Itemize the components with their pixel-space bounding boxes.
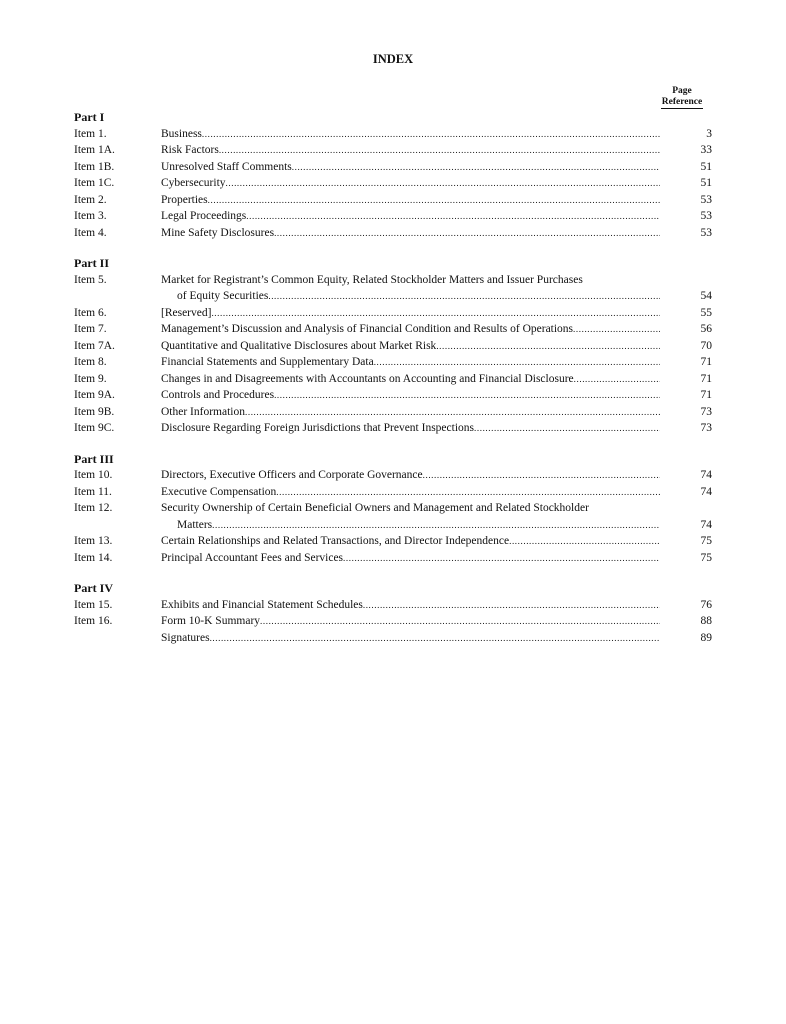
page-number: 3 bbox=[706, 127, 712, 140]
toc-entry[interactable] bbox=[74, 142, 712, 159]
item-title: Financial Statements and Supplementary Data bbox=[161, 356, 374, 368]
item-title: Risk Factors bbox=[161, 144, 219, 156]
dot-leader bbox=[212, 517, 660, 534]
item-number: Item 1A. bbox=[74, 144, 115, 156]
toc-entry[interactable] bbox=[74, 387, 712, 404]
item-number: Item 9. bbox=[74, 372, 107, 385]
item-title: Other Information bbox=[161, 405, 245, 418]
item-title: Management’s Discussion and Analysis of Financial Condition and Results of Operations bbox=[161, 323, 574, 335]
dot-leader bbox=[208, 192, 660, 209]
page-number: 74 bbox=[700, 518, 712, 531]
item-number: Item 12. bbox=[74, 502, 113, 514]
toc-entry[interactable] bbox=[74, 175, 712, 192]
dot-leader bbox=[268, 288, 660, 305]
page-number: 73 bbox=[700, 405, 712, 418]
toc-entry[interactable] bbox=[74, 192, 712, 209]
page-number: 53 bbox=[700, 210, 712, 222]
item-title: Certain Relationships and Related Transactions, and Director Independence bbox=[161, 535, 510, 547]
item-title: Matters bbox=[177, 518, 213, 531]
page-number: 70 bbox=[700, 339, 712, 352]
item-number: Item 11. bbox=[74, 485, 112, 498]
page-number: 71 bbox=[700, 356, 712, 368]
item-title: Market for Registrant’s Common Equity, Related Stockholder Matters and Issuer Purchases bbox=[161, 273, 583, 286]
page-number: 74 bbox=[700, 469, 712, 481]
page-number: 51 bbox=[700, 177, 712, 189]
dot-leader bbox=[276, 484, 660, 501]
dot-leader bbox=[274, 225, 660, 242]
dot-leader bbox=[246, 208, 660, 225]
toc-part bbox=[74, 451, 712, 567]
dot-leader bbox=[509, 533, 660, 550]
page-reference-header-line1: Page bbox=[672, 86, 692, 96]
item-number: Item 9B. bbox=[74, 405, 115, 418]
item-title: Mine Safety Disclosures bbox=[161, 226, 275, 239]
part-title: Part II bbox=[74, 256, 109, 270]
dot-leader bbox=[423, 467, 660, 484]
toc-entry[interactable] bbox=[74, 225, 712, 242]
page-number: 75 bbox=[700, 535, 712, 547]
dot-leader bbox=[436, 338, 660, 355]
dot-leader bbox=[210, 630, 660, 647]
item-title: Business bbox=[161, 127, 202, 140]
page-number: 56 bbox=[700, 323, 712, 335]
toc-entry[interactable] bbox=[74, 338, 712, 355]
toc-entry[interactable] bbox=[74, 305, 712, 322]
item-number: Item 10. bbox=[74, 469, 113, 481]
item-title: Directors, Executive Officers and Corporate Governance bbox=[161, 469, 423, 481]
item-title: Legal Proceedings bbox=[161, 210, 247, 222]
dot-leader bbox=[211, 305, 660, 322]
item-number: Item 1B. bbox=[74, 160, 115, 173]
dot-leader bbox=[274, 387, 660, 404]
toc-entry[interactable] bbox=[74, 404, 712, 421]
page-number: 89 bbox=[700, 631, 712, 644]
item-title: Disclosure Regarding Foreign Jurisdictions that Prevent Inspections bbox=[161, 422, 475, 434]
item-number: Item 15. bbox=[74, 598, 113, 611]
dot-leader bbox=[202, 126, 660, 143]
toc-entry[interactable] bbox=[74, 272, 712, 305]
dot-leader bbox=[573, 321, 660, 338]
item-title: of Equity Securities bbox=[177, 290, 269, 302]
dot-leader bbox=[260, 613, 660, 630]
item-number: Item 1C. bbox=[74, 177, 115, 189]
item-number: Item 3. bbox=[74, 210, 107, 222]
toc-entry[interactable] bbox=[74, 467, 712, 484]
item-number: Item 4. bbox=[74, 226, 107, 239]
toc-entry[interactable] bbox=[74, 420, 712, 437]
item-title: Controls and Procedures bbox=[161, 389, 275, 401]
item-number: Item 13. bbox=[74, 535, 113, 547]
item-number: Item 7. bbox=[74, 323, 107, 335]
dot-leader bbox=[292, 159, 660, 176]
item-number: Item 1. bbox=[74, 127, 107, 140]
toc-entry[interactable] bbox=[74, 321, 712, 338]
toc-entry[interactable] bbox=[74, 159, 712, 176]
page-number: 53 bbox=[700, 226, 712, 239]
table-of-contents bbox=[74, 109, 712, 660]
page-title: INDEX bbox=[372, 52, 414, 66]
page-number: 71 bbox=[700, 372, 712, 385]
toc-entry[interactable] bbox=[74, 630, 712, 647]
page-number: 51 bbox=[700, 160, 712, 173]
item-title: [Reserved] bbox=[161, 306, 212, 319]
page-number: 75 bbox=[700, 551, 712, 564]
toc-entry[interactable] bbox=[74, 550, 712, 567]
item-number: Item 16. bbox=[74, 615, 113, 627]
toc-entry[interactable] bbox=[74, 208, 712, 225]
item-title: Executive Compensation bbox=[161, 485, 277, 498]
page-reference-header bbox=[652, 86, 712, 109]
part-title: Part I bbox=[74, 110, 105, 124]
dot-leader bbox=[245, 404, 660, 421]
toc-entry[interactable] bbox=[74, 484, 712, 501]
part-title: Part III bbox=[74, 451, 114, 466]
item-number: Item 8. bbox=[74, 356, 107, 368]
part-title: Part IV bbox=[74, 581, 113, 595]
dot-leader bbox=[226, 175, 660, 192]
item-title: Exhibits and Financial Statement Schedules bbox=[161, 598, 363, 611]
page-number: 73 bbox=[700, 422, 712, 434]
item-number: Item 7A. bbox=[74, 339, 115, 352]
toc-entry[interactable] bbox=[74, 371, 712, 388]
item-number: Item 9C. bbox=[74, 422, 115, 434]
toc-entry[interactable] bbox=[74, 533, 712, 550]
page-number: 88 bbox=[700, 615, 712, 627]
item-title: Quantitative and Qualitative Disclosures about Market Risk bbox=[161, 339, 437, 352]
item-title: Changes in and Disagreements with Accountants on Accounting and Financial Disclosure bbox=[161, 372, 574, 385]
item-number: Item 6. bbox=[74, 306, 107, 319]
item-title: Cybersecurity bbox=[161, 177, 226, 189]
dot-leader bbox=[219, 142, 660, 159]
toc-part bbox=[74, 109, 712, 241]
toc-part bbox=[74, 255, 712, 437]
item-number: Item 9A. bbox=[74, 389, 115, 401]
page-number: 53 bbox=[700, 193, 712, 206]
page-number: 33 bbox=[700, 144, 712, 156]
page-number: 71 bbox=[700, 389, 712, 401]
dot-leader bbox=[574, 371, 660, 388]
item-title: Unresolved Staff Comments bbox=[161, 160, 292, 173]
toc-entry[interactable] bbox=[74, 597, 712, 614]
item-number: Item 2. bbox=[74, 193, 107, 206]
item-number: Item 5. bbox=[74, 273, 107, 286]
dot-leader bbox=[363, 597, 660, 614]
toc-entry[interactable] bbox=[74, 126, 712, 143]
item-title: Signatures bbox=[161, 631, 210, 644]
page-number: 76 bbox=[700, 598, 712, 611]
page-number: 54 bbox=[700, 290, 712, 302]
toc-entry[interactable] bbox=[74, 613, 712, 630]
page-reference-header-line2: Reference bbox=[661, 97, 703, 107]
item-title: Security Ownership of Certain Beneficial Owners and Management and Related Stockholder bbox=[161, 502, 589, 514]
toc-part bbox=[74, 580, 712, 646]
item-title: Properties bbox=[161, 193, 208, 206]
item-title: Form 10-K Summary bbox=[161, 615, 261, 627]
page-number: 74 bbox=[700, 485, 712, 498]
dot-leader bbox=[374, 354, 660, 371]
dot-leader bbox=[474, 420, 660, 437]
dot-leader bbox=[343, 550, 660, 567]
item-title: Principal Accountant Fees and Services bbox=[161, 551, 344, 564]
page-number: 55 bbox=[700, 306, 712, 319]
item-number: Item 14. bbox=[74, 551, 113, 564]
toc-entry[interactable] bbox=[74, 500, 712, 533]
toc-entry[interactable] bbox=[74, 354, 712, 371]
